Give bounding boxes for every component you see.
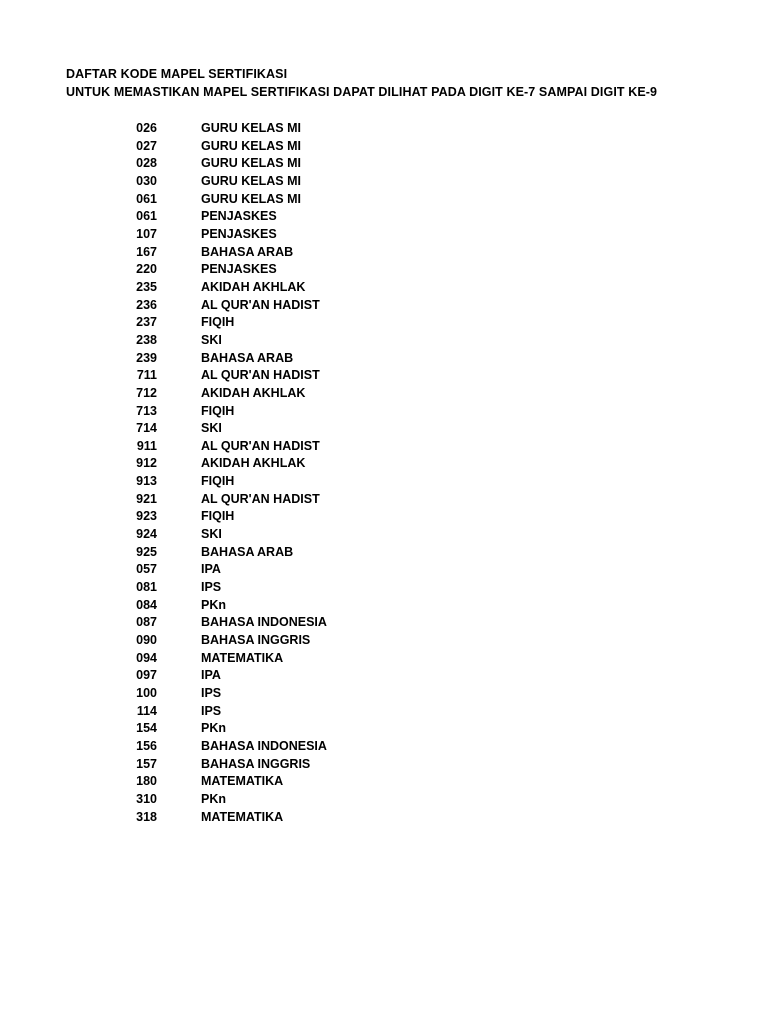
- subject-name: IPA: [201, 668, 221, 683]
- subject-name: AKIDAH AKHLAK: [201, 456, 306, 471]
- subject-name: MATEMATIKA: [201, 809, 284, 824]
- list-item: [0, 597, 768, 615]
- subject-code: 028: [136, 156, 157, 171]
- list-item: [0, 297, 768, 315]
- subject-code: 087: [136, 615, 157, 630]
- subject-code: 318: [136, 809, 157, 824]
- subject-code: 912: [136, 456, 157, 471]
- list-item: [0, 403, 768, 421]
- subject-name: PENJASKES: [201, 262, 277, 277]
- subject-code: 097: [136, 668, 157, 683]
- subject-name: AKIDAH AKHLAK: [201, 385, 306, 400]
- subject-name: AL QUR'AN HADIST: [201, 491, 320, 506]
- subject-code: 236: [136, 297, 157, 312]
- list-item: [0, 491, 768, 509]
- subject-name: FIQIH: [201, 403, 235, 418]
- subject-name: GURU KELAS MI: [201, 156, 301, 171]
- subject-name: BAHASA INDONESIA: [201, 738, 327, 753]
- subject-code: 061: [136, 209, 157, 224]
- subject-code: 220: [136, 262, 157, 277]
- subject-name: FIQIH: [201, 474, 235, 489]
- subject-name: IPS: [201, 580, 222, 595]
- subject-name: BAHASA INGGRIS: [201, 756, 311, 771]
- subject-code: 911: [136, 438, 157, 453]
- subject-code: 235: [136, 279, 157, 294]
- list-item: [0, 508, 768, 526]
- subject-code: 094: [136, 650, 157, 665]
- subject-name: SKI: [201, 527, 222, 542]
- subject-name: IPA: [201, 562, 221, 577]
- list-item: [0, 385, 768, 403]
- list-item: [0, 226, 768, 244]
- list-item: [0, 756, 768, 774]
- subject-code: 027: [136, 138, 157, 153]
- subject-code: 026: [136, 121, 157, 135]
- subject-name: GURU KELAS MI: [201, 121, 301, 135]
- subject-code: 114: [136, 703, 157, 718]
- list-item: [0, 738, 768, 756]
- list-item: [0, 420, 768, 438]
- subject-name: PKn: [201, 791, 226, 806]
- subject-name: IPS: [201, 686, 222, 700]
- subject-name: AL QUR'AN HADIST: [201, 368, 320, 383]
- subject-code: 237: [136, 315, 157, 330]
- subject-code: 711: [136, 368, 157, 383]
- list-item: [0, 809, 768, 827]
- list-item: [0, 685, 768, 703]
- subject-code: 238: [136, 332, 157, 347]
- list-item: [0, 561, 768, 579]
- list-item: [0, 473, 768, 491]
- subject-code: 030: [136, 173, 157, 188]
- list-item: [0, 155, 768, 173]
- subject-code: 239: [136, 350, 157, 365]
- list-item: [0, 791, 768, 809]
- subject-code: 921: [136, 491, 157, 506]
- subject-code: 924: [136, 527, 157, 542]
- list-item: [0, 261, 768, 279]
- list-item: [0, 579, 768, 597]
- list-item: [0, 650, 768, 668]
- subject-code: 913: [136, 474, 157, 489]
- list-item: [0, 120, 768, 138]
- subject-name: SKI: [201, 421, 222, 436]
- subject-name: FIQIH: [201, 509, 235, 524]
- subject-name: BAHASA ARAB: [201, 544, 294, 559]
- subject-code: 156: [136, 738, 157, 753]
- subject-name: MATEMATIKA: [201, 774, 284, 789]
- subject-name: MATEMATIKA: [201, 650, 284, 665]
- list-item: [0, 350, 768, 368]
- subject-name: SKI: [201, 332, 222, 347]
- subject-code: 157: [136, 756, 157, 771]
- list-item: [0, 667, 768, 685]
- list-item: [0, 208, 768, 226]
- list-item: [0, 773, 768, 791]
- subject-code: 090: [136, 633, 157, 648]
- list-item: [0, 244, 768, 262]
- subject-name: PENJASKES: [201, 226, 277, 241]
- subject-code: 084: [136, 597, 157, 612]
- list-item: [0, 544, 768, 562]
- list-item: [0, 173, 768, 191]
- list-item: [0, 138, 768, 156]
- list-item: [0, 279, 768, 297]
- subject-name: PKn: [201, 597, 226, 612]
- subject-code: 057: [136, 562, 157, 577]
- subject-code: 923: [136, 509, 157, 524]
- document-title: DAFTAR KODE MAPEL SERTIFIKASI: [66, 67, 288, 81]
- list-item: [0, 703, 768, 721]
- subject-code: 712: [136, 385, 157, 400]
- subject-name: BAHASA INGGRIS: [201, 633, 311, 648]
- list-item: [0, 526, 768, 544]
- list-item: [0, 720, 768, 738]
- subject-code: 081: [136, 580, 157, 595]
- list-item: [0, 332, 768, 350]
- subject-code: 061: [136, 191, 157, 206]
- list-item: [0, 632, 768, 650]
- list-item: [0, 438, 768, 456]
- subject-code: 180: [136, 774, 157, 789]
- subject-name: AL QUR'AN HADIST: [201, 438, 320, 453]
- subject-code: 167: [136, 244, 157, 259]
- code-list: [0, 120, 768, 826]
- subject-name: BAHASA INDONESIA: [201, 615, 327, 630]
- subject-code: 310: [136, 791, 157, 806]
- document-subtitle: UNTUK MEMASTIKAN MAPEL SERTIFIKASI DAPAT DILIHAT PADA DIGIT KE-7 SAMPAI DIGIT KE-9: [66, 85, 658, 99]
- list-item: [0, 614, 768, 632]
- subject-name: PENJASKES: [201, 209, 277, 224]
- list-item: [0, 455, 768, 473]
- subject-name: AKIDAH AKHLAK: [201, 279, 306, 294]
- subject-code: 714: [136, 421, 157, 436]
- subject-code: 100: [136, 686, 157, 700]
- subject-name: BAHASA ARAB: [201, 350, 294, 365]
- subject-name: IPS: [201, 703, 222, 718]
- subject-name: GURU KELAS MI: [201, 173, 301, 188]
- subject-code: 713: [136, 403, 157, 418]
- subject-code: 107: [136, 226, 157, 241]
- subject-code: 154: [136, 721, 157, 736]
- subject-name: GURU KELAS MI: [201, 191, 301, 206]
- subject-name: AL QUR'AN HADIST: [201, 297, 320, 312]
- list-item: [0, 314, 768, 332]
- subject-name: PKn: [201, 721, 226, 736]
- list-item: [0, 367, 768, 385]
- subject-code: 925: [136, 544, 157, 559]
- subject-name: FIQIH: [201, 315, 235, 330]
- list-item: [0, 191, 768, 209]
- subject-name: BAHASA ARAB: [201, 244, 294, 259]
- subject-name: GURU KELAS MI: [201, 138, 301, 153]
